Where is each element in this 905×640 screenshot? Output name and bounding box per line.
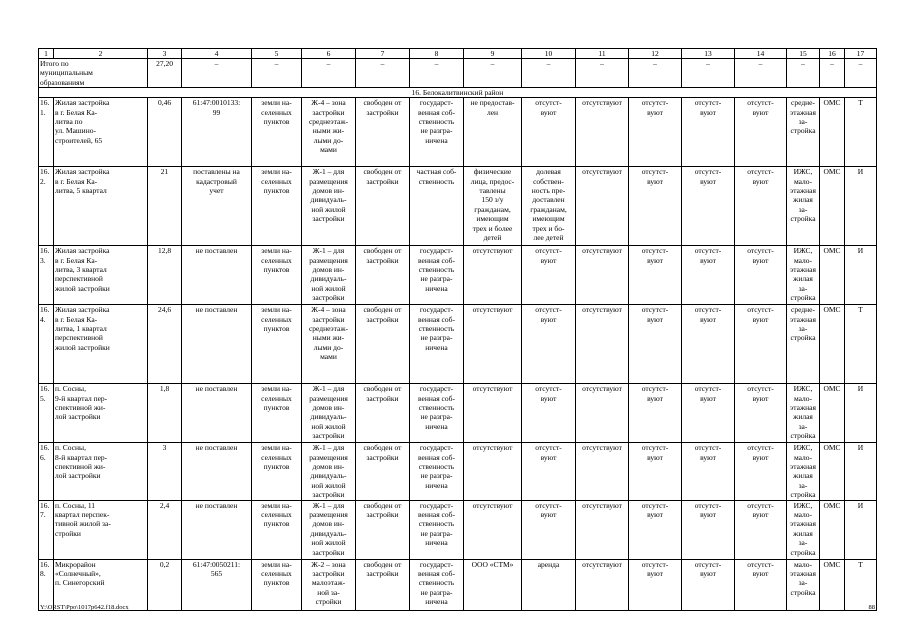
row-number: 16.7.: [39, 500, 54, 559]
cadastral-number: не поставлен: [182, 500, 252, 559]
col-13: отсутст- вуют: [682, 167, 735, 246]
column-number: 10: [522, 49, 576, 59]
col-12: отсутст- вуют: [629, 98, 682, 167]
ownership: государст- венная соб- ственность не разгра- ничена: [410, 246, 464, 305]
encumbrance: свободен от застройки: [356, 305, 410, 384]
usage-right: отсутст- вуют: [522, 500, 576, 559]
right-holder: физические лица, предос- тавлены 150 з/у гражданам, имеющим трех и более детей: [464, 167, 522, 246]
land-category: земли на- селенных пунктов: [252, 384, 302, 443]
total-dash: –: [845, 59, 877, 88]
restrictions: отсутствуют: [576, 559, 629, 610]
cadastral-number: не поставлен: [182, 246, 252, 305]
column-number: 14: [735, 49, 787, 59]
source: ОМС: [820, 167, 845, 246]
total-dash: –: [464, 59, 522, 88]
land-category: земли на- селенных пунктов: [252, 559, 302, 610]
usage-right: отсутст- вуют: [522, 443, 576, 500]
col-13: отсутст- вуют: [682, 559, 735, 610]
source: ОМС: [820, 384, 845, 443]
col-13: отсутст- вуют: [682, 500, 735, 559]
total-label: Итого по муниципальным образованиям: [39, 59, 148, 88]
site-name: Микрорайон «Солнечный», п. Синегорский: [54, 559, 148, 610]
restrictions: отсутствуют: [576, 246, 629, 305]
area-ha: 3: [148, 443, 182, 500]
row-number: 16.1.: [39, 98, 54, 167]
zoning: Ж-2 – зона застройки малоэтаж- ной за- стройки: [302, 559, 356, 610]
site-name: Жилая застройка в г. Белая Ка- литва, 3 квартал перспективной жилой застройки: [54, 246, 148, 305]
table-row: [39, 98, 877, 167]
right-holder: не предостав- лен: [464, 98, 522, 167]
zoning: Ж-1 – для размещения домов ин- дивидуаль- ной жилой застройки: [302, 500, 356, 559]
purpose: ИЖС, мало- этажная жилая за- стройка: [787, 246, 820, 305]
col-12: отсутст- вуют: [629, 559, 682, 610]
row-number: 16.8.: [39, 559, 54, 610]
encumbrance: свободен от застройки: [356, 98, 410, 167]
right-holder: отсутствуют: [464, 443, 522, 500]
column-number: 16: [820, 49, 845, 59]
col-14: отсутст- вуют: [735, 443, 787, 500]
restrictions: отсутствуют: [576, 443, 629, 500]
column-number-row: [39, 49, 877, 59]
total-dash: –: [629, 59, 682, 88]
right-holder: отсутствуют: [464, 500, 522, 559]
usage-right: отсутст- вуют: [522, 98, 576, 167]
area-ha: 1,8: [148, 384, 182, 443]
right-holder: отсутствуют: [464, 246, 522, 305]
encumbrance: свободен от застройки: [356, 384, 410, 443]
encumbrance: свободен от застройки: [356, 500, 410, 559]
section-row: [39, 88, 877, 98]
zoning: Ж-1 – для размещения домов ин- дивидуаль- ной жилой застройки: [302, 246, 356, 305]
area-ha: 0,46: [148, 98, 182, 167]
document-path: Y:\ORST\Ppo\1017p642.f18.docx: [40, 604, 129, 611]
restrictions: отсутствуют: [576, 305, 629, 384]
total-area: 27,20: [148, 59, 182, 88]
table-row: [39, 443, 877, 500]
column-number: 15: [787, 49, 820, 59]
col-14: отсутст- вуют: [735, 305, 787, 384]
right-holder: отсутствуют: [464, 384, 522, 443]
area-ha: 21: [148, 167, 182, 246]
cadastral-number: поставлены на кадастровый учет: [182, 167, 252, 246]
col-12: отсутст- вуют: [629, 443, 682, 500]
site-name: Жилая застройка в г. Белая Ка- литва по ул. Машино- строителей, 65: [54, 98, 148, 167]
type-code: Т: [845, 98, 877, 167]
table-row: [39, 167, 877, 246]
col-14: отсутст- вуют: [735, 98, 787, 167]
ownership: государст- венная соб- ственность не разгра- ничена: [410, 443, 464, 500]
zoning: Ж-4 – зона застройки среднеэтаж- ными жи- лыми до- мами: [302, 98, 356, 167]
right-holder: ООО «СТМ»: [464, 559, 522, 610]
land-category: земли на- селенных пунктов: [252, 305, 302, 384]
cadastral-number: не поставлен: [182, 443, 252, 500]
col-14: отсутст- вуют: [735, 500, 787, 559]
total-dash: –: [576, 59, 629, 88]
ownership: государст- венная соб- ственность не разгра- ничена: [410, 98, 464, 167]
type-code: И: [845, 167, 877, 246]
ownership: государст- венная соб- ственность не разгра- ничена: [410, 384, 464, 443]
table-row: [39, 559, 877, 610]
zoning: Ж-1 – для размещения домов ин- дивидуаль- ной жилой застройки: [302, 443, 356, 500]
total-row: [39, 59, 877, 88]
encumbrance: свободен от застройки: [356, 559, 410, 610]
column-number: 9: [464, 49, 522, 59]
table-row: [39, 500, 877, 559]
total-dash: –: [356, 59, 410, 88]
cadastral-number: не поставлен: [182, 384, 252, 443]
purpose: средне- этажная за- стройка: [787, 305, 820, 384]
ownership: государст- венная соб- ственность не разгра- ничена: [410, 559, 464, 610]
column-number: 5: [252, 49, 302, 59]
type-code: Т: [845, 559, 877, 610]
col-14: отсутст- вуют: [735, 384, 787, 443]
cadastral-number: 61:47:0050211: 565: [182, 559, 252, 610]
area-ha: 24,6: [148, 305, 182, 384]
column-number: 11: [576, 49, 629, 59]
ownership: частная соб- ственность: [410, 167, 464, 246]
total-dash: –: [735, 59, 787, 88]
site-name: Жилая застройка в г. Белая Ка- литва, 1 квартал перспективной жилой застройки: [54, 305, 148, 384]
zoning: Ж-1 – для размещения домов ин- дивидуаль- ной жилой застройки: [302, 167, 356, 246]
col-13: отсутст- вуют: [682, 246, 735, 305]
col-12: отсутст- вуют: [629, 167, 682, 246]
usage-right: долевая собствен- ность пре- доставлен гражданам, имеющим трех и бо- лее детей: [522, 167, 576, 246]
total-dash: –: [302, 59, 356, 88]
land-category: земли на- селенных пунктов: [252, 443, 302, 500]
total-dash: –: [682, 59, 735, 88]
type-code: И: [845, 246, 877, 305]
purpose: ИЖС, мало- этажная жилая за- стройка: [787, 167, 820, 246]
usage-right: отсутст- вуют: [522, 384, 576, 443]
site-name: Жилая застройка в г. Белая Ка- литва, 5 квартал: [54, 167, 148, 246]
column-number: 12: [629, 49, 682, 59]
col-13: отсутст- вуют: [682, 443, 735, 500]
total-dash: –: [820, 59, 845, 88]
source: ОМС: [820, 559, 845, 610]
col-13: отсутст- вуют: [682, 305, 735, 384]
land-category: земли на- селенных пунктов: [252, 246, 302, 305]
encumbrance: свободен от застройки: [356, 167, 410, 246]
land-category: земли на- селенных пунктов: [252, 167, 302, 246]
total-dash: –: [787, 59, 820, 88]
table-row: [39, 384, 877, 443]
source: ОМС: [820, 305, 845, 384]
type-code: Т: [845, 305, 877, 384]
source: ОМС: [820, 98, 845, 167]
type-code: И: [845, 384, 877, 443]
area-ha: 2,4: [148, 500, 182, 559]
section-title: 16. Белокалитвинский район: [39, 88, 877, 98]
row-number: 16.3.: [39, 246, 54, 305]
right-holder: отсутствуют: [464, 305, 522, 384]
column-number: 7: [356, 49, 410, 59]
usage-right: отсутст- вуют: [522, 246, 576, 305]
col-14: отсутст- вуют: [735, 167, 787, 246]
column-number: 6: [302, 49, 356, 59]
column-number: 2: [54, 49, 148, 59]
type-code: И: [845, 500, 877, 559]
cadastral-number: не поставлен: [182, 305, 252, 384]
table-row: [39, 305, 877, 384]
col-14: отсутст- вуют: [735, 559, 787, 610]
usage-right: аренда: [522, 559, 576, 610]
col-12: отсутст- вуют: [629, 384, 682, 443]
encumbrance: свободен от застройки: [356, 443, 410, 500]
total-dash: –: [182, 59, 252, 88]
cadastral-number: 61:47:0010133: 99: [182, 98, 252, 167]
encumbrance: свободен от застройки: [356, 246, 410, 305]
column-number: 4: [182, 49, 252, 59]
restrictions: отсутствуют: [576, 500, 629, 559]
col-12: отсутст- вуют: [629, 305, 682, 384]
area-ha: 12,8: [148, 246, 182, 305]
row-number: 16.5.: [39, 384, 54, 443]
site-name: п. Сосны, 9-й квартал пер- спективной жи- лой застройки: [54, 384, 148, 443]
purpose: средне- этажная за- стройка: [787, 98, 820, 167]
restrictions: отсутствуют: [576, 98, 629, 167]
site-name: п. Сосны, 11 квартал перспек- тивной жилой за- стройки: [54, 500, 148, 559]
table-body: [39, 49, 877, 611]
zoning: Ж-1 – для размещения домов ин- дивидуаль- ной жилой застройки: [302, 384, 356, 443]
purpose: мало- этажная за- стройка: [787, 559, 820, 610]
col-13: отсутст- вуют: [682, 384, 735, 443]
land-category: земли на- селенных пунктов: [252, 500, 302, 559]
ownership: государст- венная соб- ственность не разгра- ничена: [410, 500, 464, 559]
row-number: 16.6.: [39, 443, 54, 500]
page-number: 88: [868, 604, 875, 611]
usage-right: отсутст- вуют: [522, 305, 576, 384]
column-number: 13: [682, 49, 735, 59]
restrictions: отсутствуют: [576, 167, 629, 246]
col-12: отсутст- вуют: [629, 500, 682, 559]
col-14: отсутст- вуют: [735, 246, 787, 305]
total-dash: –: [522, 59, 576, 88]
total-dash: –: [410, 59, 464, 88]
row-number: 16.2.: [39, 167, 54, 246]
row-number: 16.4.: [39, 305, 54, 384]
column-number: 1: [39, 49, 54, 59]
total-dash: –: [252, 59, 302, 88]
land-category: земли на- селенных пунктов: [252, 98, 302, 167]
source: ОМС: [820, 443, 845, 500]
source: ОМС: [820, 246, 845, 305]
purpose: ИЖС, мало- этажная жилая за- стройка: [787, 443, 820, 500]
column-number: 3: [148, 49, 182, 59]
area-ha: 0,2: [148, 559, 182, 610]
site-name: п. Сосны, 8-й квартал пер- спективной жи- лой застройки: [54, 443, 148, 500]
column-number: 8: [410, 49, 464, 59]
ownership: государст- венная соб- ственность не разгра- ничена: [410, 305, 464, 384]
type-code: И: [845, 443, 877, 500]
source: ОМС: [820, 500, 845, 559]
table-row: [39, 246, 877, 305]
purpose: ИЖС, мало- этажная жилая за- стройка: [787, 500, 820, 559]
col-12: отсутст- вуют: [629, 246, 682, 305]
col-13: отсутст- вуют: [682, 98, 735, 167]
land-plots-table: [38, 48, 877, 611]
purpose: ИЖС, мало- этажная жилая за- стройка: [787, 384, 820, 443]
restrictions: отсутствуют: [576, 384, 629, 443]
column-number: 17: [845, 49, 877, 59]
zoning: Ж-4 – зона застройки среднеэтаж- ными жи- лыми до- мами: [302, 305, 356, 384]
